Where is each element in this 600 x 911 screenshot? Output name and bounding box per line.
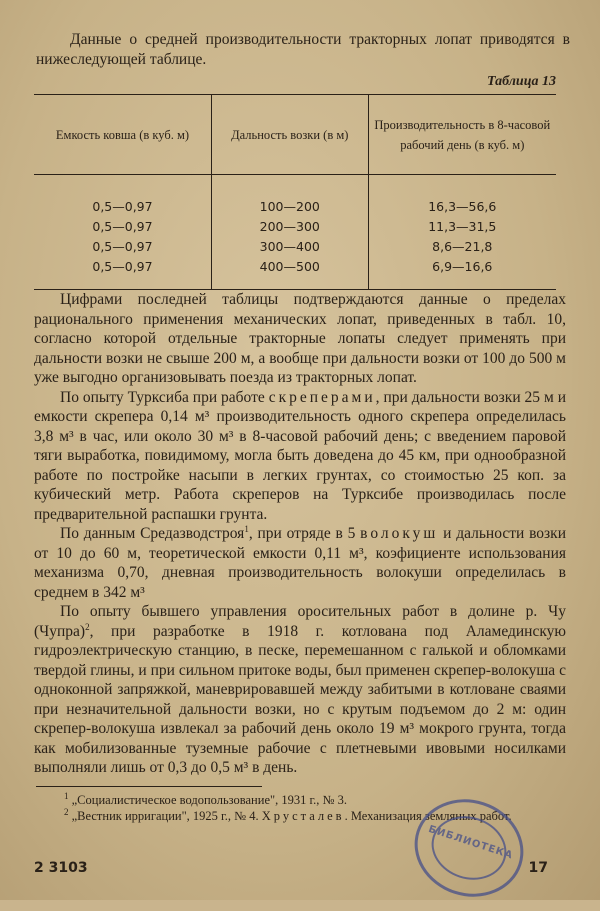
productivity-table [34,94,556,290]
header-bucket-capacity: Емкость ковша (в куб. м) [34,95,211,175]
cell-capacity: 0,5—0,97 [34,257,211,290]
cell-capacity: 0,5—0,97 [92,199,153,214]
spaced-term: Хрусталев [261,809,345,823]
footnote-2: $^2$ „Вестник ирригации", 1925 г., № 4. Хрусталев. Механизация земляных работ. [64,806,512,823]
spaced-term: скреперами [268,388,376,406]
paragraph-3: По данным Средазводстроя$^1$, при отряде в 5 волокуш и дальности возки от 10 до 60 м, теоретической емкости 0,11 м³, коэфициенте использования механизма 0,70, дневная производительность волокуши определилась в среднем в 342 м³ [34,523,566,601]
footnote-ref: 1 [244,523,249,534]
cell-distance: 100—200 [211,175,368,218]
header-haul-distance: Дальность возки (в м) [211,95,368,175]
signature-mark: 2 3103 [34,860,88,876]
cell-productivity: 6,9—16,6 [368,257,556,290]
footnote-1: $^1$ „Социалистическое водопользование", 1931 г., № 3. [64,790,347,807]
table-row [34,257,556,290]
table-caption: Таблица 13 [487,74,556,89]
cell-productivity: 8,6—21,8 [368,237,556,257]
intro-text: Данные о средней производительности тракторных лопат приводятся в нижеследующей таблице. [36,31,570,68]
spaced-term: волокуш [360,525,439,542]
cell-distance: 300—400 [211,237,368,257]
cell-capacity: 0,5—0,97 [92,239,153,254]
table-row [34,175,556,218]
header-productivity: Производительность в 8-часовой рабочий день (в куб. м) [368,95,556,175]
paragraph-1: Цифрами последней таблицы подтверждаются данные о пределах рационального применения механических лопат, приведенных в табл. 10, согласно которой отдельные тракторные лопаты следует применять при дальности возки не свыше 200 м, а вообще при дальности возки от 100 до 500 м уже выгодно организовывать поезда из тракторных лопат. [34,291,566,386]
footnote-ref: 2 [85,621,90,632]
cell-distance: 200—300 [211,217,368,237]
table-row [34,237,556,257]
cell-productivity: 11,3—31,5 [368,217,556,237]
table-header-row [34,95,556,175]
stamp-text: БИБЛИОТЕКА [426,823,515,862]
paragraph-4: По опыту бывшего управления оросительных работ в долине р. Чу (Чупра)$^2$, при разработке в 1918 г. котлована под Аламединскую гидроэлектрическую станцию, в песке, перемешанном с галькой и обломками твердой глины, и при сильном притоке воды, был применен скрепер-волокуша с одноконной запряжкой, маневрировавшей между забитыми в котловане сваями при незначительной дальности возки, но с крутым подъемом до 2 м: один скрепер-волокуша извлекал за рабочий день около 19 м³ мокрого грунта, тогда как мобилизованные туземные рабочие с плетневыми ивовыми носилками выполняли лишь от 0,3 до 0,5 м³ в день. [34,603,566,776]
table-row [34,217,556,237]
footnote-divider [36,786,262,787]
paragraph-2: По опыту Турксиба при работе скреперами, при дальности возки 25 м и емкости скрепера 0,14 м³ производительность одного скрепера определилась 3,8 м³ в час, или около 30 м³ в 8-часовой рабочий день; с введением паровой тяги выработка, повидимому, могла быть доведена до 45 км, при однообразной работе по постройке насыпи в легких грунтах, со стоимостью 25 коп. за кубический метр. Работа скреперов на Турксибе производилась после предварительной распашки грунта. [34,388,566,523]
page-number: 17 [528,860,548,876]
cell-productivity: 16,3—56,6 [368,175,556,218]
cell-distance: 400—500 [211,257,368,290]
cell-capacity: 0,5—0,97 [92,219,153,234]
body-text [34,290,566,778]
